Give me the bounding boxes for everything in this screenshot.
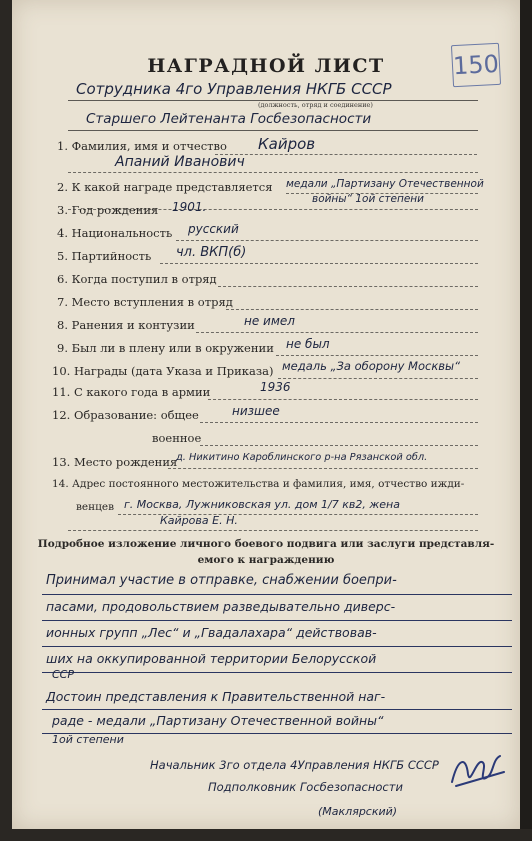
field-1-value-cont: Апаний Иванович	[115, 154, 245, 170]
field-12-value: низшее	[232, 404, 280, 418]
field-4-rule	[176, 240, 478, 241]
field-3-label: 3. Год рождения	[57, 203, 159, 217]
header-position-line: Сотрудника 4го Управления НКГБ СССР	[76, 80, 392, 98]
field-2-value: медали „Партизану Отечественной	[286, 178, 484, 190]
field-2-value-cont: войны“ 1ой степени	[312, 193, 424, 205]
field-14-label: 14. Адрес постоянного местожительства и фамилия, имя, отчество ижди-	[52, 478, 465, 490]
section-heading: Подробное изложение личного боевого подвига или заслуги представля-	[37, 538, 495, 550]
archive-number-stamp: 150	[451, 43, 501, 87]
page-title: НАГРАДНОЙ ЛИСТ	[147, 55, 385, 77]
field-14-label-cont: венцев	[76, 501, 115, 513]
narrative-rule	[42, 709, 512, 710]
field-14-value-cont: Кайрова Е. Н.	[160, 514, 238, 527]
narrative-line: 1ой степени	[52, 733, 124, 746]
field-12-military-label: военное	[152, 431, 202, 445]
field-3-value: 1901.	[172, 200, 207, 214]
page-bottom-edge	[0, 829, 532, 841]
narrative-rule	[42, 620, 512, 621]
field-14-rule-cont	[68, 530, 478, 531]
narrative-line: Принимал участие в отправке, снабжении боепри-	[46, 573, 397, 588]
header-caption: (должность, отряд и соединение)	[258, 101, 373, 109]
field-8-label: 8. Ранения и контузии	[57, 318, 195, 332]
field-12-military-rule	[200, 445, 478, 446]
field-1-label: 1. Фамилия, имя и отчество	[57, 139, 227, 153]
field-11-label: 11. С какого года в армии	[52, 385, 211, 399]
field-14-value: г. Москва, Лужниковская ул. дом 1/7 кв2, жена	[124, 498, 400, 511]
narrative-line: раде - медали „Партизану Отечественной войны“	[52, 713, 384, 728]
field-13-rule	[168, 468, 478, 469]
field-12-label: 12. Образование: общее	[52, 408, 199, 422]
field-2-label: 2. К какой награде представляется	[57, 180, 273, 194]
narrative-line: Достоин представления к Правительственной наг-	[46, 689, 386, 704]
header-rank-line: Старшего Лейтенанта Госбезопасности	[86, 111, 372, 127]
signature-title: Начальник 3го отдела 4Управления НКГБ СССР	[150, 758, 439, 772]
field-1-rule	[215, 154, 477, 155]
signature-name: (Маклярский)	[318, 805, 398, 818]
field-4-label: 4. Национальность	[57, 226, 173, 240]
field-8-value: не имел	[244, 314, 295, 328]
field-10-value: медаль „За оборону Москвы“	[282, 359, 461, 373]
header-rule-2	[68, 130, 478, 131]
signature-rank: Подполковник Госбезопасности	[208, 780, 403, 794]
field-13-value: д. Никитино Кароблинского р-на Рязанской обл.	[176, 452, 428, 463]
handwritten-signature	[448, 748, 508, 792]
field-5-label: 5. Партийность	[57, 249, 152, 263]
narrative-line: ионных групп „Лес“ и „Гвадалахара“ действовав-	[46, 625, 377, 640]
field-6-label: 6. Когда поступил в отряд	[57, 272, 217, 286]
field-9-label: 9. Был ли в плену или в окружении	[57, 341, 274, 355]
section-heading-cont: емого к награждению	[197, 554, 335, 566]
field-12-rule	[200, 422, 478, 423]
field-5-rule	[160, 263, 478, 264]
field-13-label: 13. Место рождения	[52, 455, 178, 469]
field-6-rule	[218, 286, 478, 287]
field-10-rule	[278, 378, 478, 379]
narrative-rule	[42, 594, 512, 595]
narrative-line: пасами, продовольствием разведывательно диверс-	[46, 599, 396, 614]
field-1-value: Кайров	[258, 135, 316, 153]
field-5-value: чл. ВКП(б)	[176, 245, 247, 260]
narrative-rule	[42, 672, 512, 673]
field-1-rule-cont	[68, 172, 478, 173]
field-9-rule	[276, 355, 478, 356]
narrative-line: ССР	[52, 668, 74, 681]
page-left-edge	[0, 0, 12, 841]
field-4-value: русский	[188, 222, 239, 236]
field-11-rule	[208, 399, 478, 400]
field-10-label: 10. Награды (дата Указа и Приказа)	[52, 364, 274, 378]
field-9-value: не был	[286, 337, 330, 351]
narrative-rule	[42, 646, 512, 647]
field-7-rule	[226, 309, 478, 310]
field-11-value: 1936	[260, 380, 291, 394]
field-7-label: 7. Место вступления в отряд	[57, 295, 233, 309]
field-8-rule	[196, 332, 478, 333]
narrative-line: ших на оккупированной территории Белорусской	[46, 651, 377, 666]
